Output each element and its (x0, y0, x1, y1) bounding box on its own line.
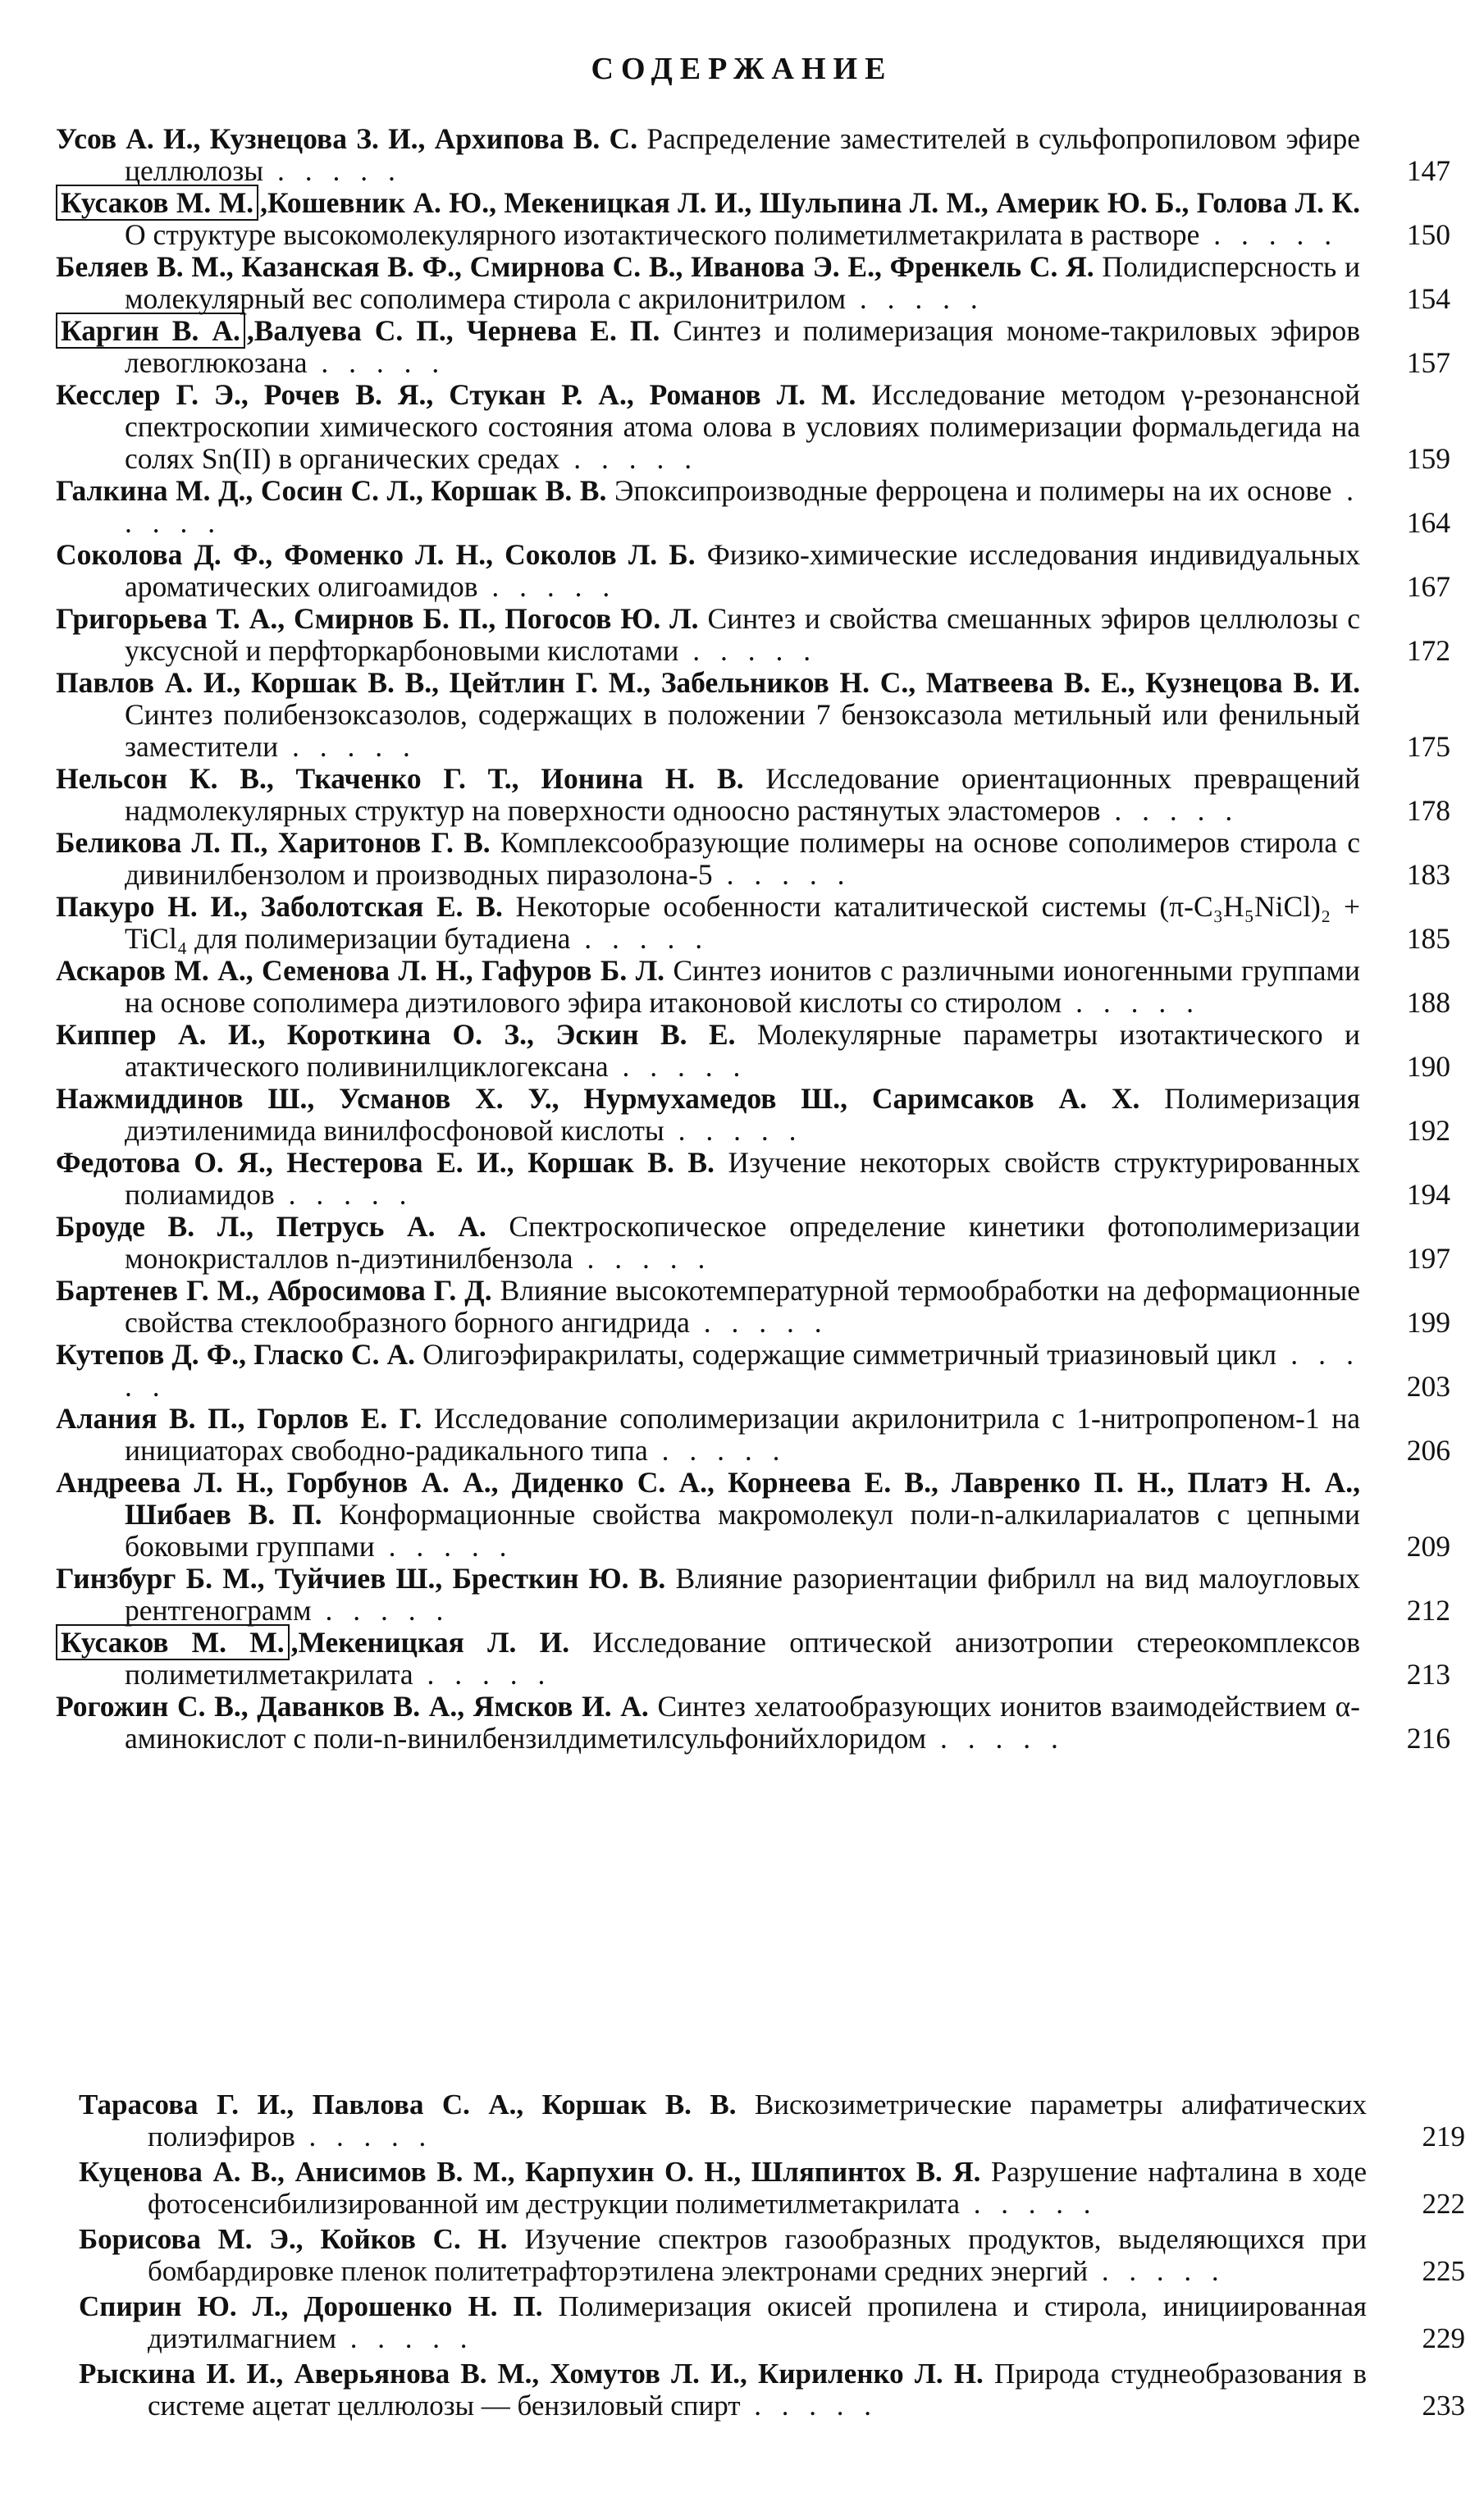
toc-entry-body (56, 539, 1450, 603)
toc-entry-title: Комплексообразующие полимеры на основе сополимеров стирола с дивинилбензолом и производных пиразолона-5 (125, 826, 1360, 891)
dot-leader: . . . . . (374, 1530, 514, 1563)
toc-entry (56, 1019, 1450, 1083)
dot-leader: . . . . . (608, 1050, 747, 1083)
dot-leader: . . . . . (689, 1306, 829, 1339)
toc-entry-page-number: 185 (1406, 922, 1450, 955)
dot-leader: . . . . . (311, 1594, 450, 1627)
toc-entry-authors: Беликова Л. П., Харитонов Г. В. (56, 826, 491, 859)
toc-entry (79, 2358, 1465, 2422)
dot-leader: . . . . . (125, 1338, 1361, 1403)
toc-entry-page-number: 172 (1406, 634, 1450, 667)
dot-leader: . . . . . (336, 2322, 474, 2354)
toc-entry-authors: Федотова О. Я., Нестерова Е. И., Коршак В. В. (56, 1146, 715, 1179)
toc-entry-authors: Кесслер Г. Э., Рочев В. Я., Стукан Р. А., Романов Л. М. (56, 378, 856, 411)
toc-entry-authors: Алания В. П., Горлов Е. Г. (56, 1402, 422, 1435)
boxed-author: Каргин В. А. (56, 313, 245, 349)
page-title: СОДЕРЖАНИЕ (591, 52, 893, 86)
toc-entry-page-number: 225 (1422, 2255, 1465, 2287)
toc-entry-page-number: 159 (1406, 442, 1450, 475)
toc-entry-authors: Аскаров М. А., Семенова Л. Н., Гафуров Б. Л. (56, 954, 665, 987)
toc-entry (56, 475, 1450, 539)
toc-entry-title: Полимеризация диэтиленимида винилфосфоновой кислоты (125, 1082, 1360, 1147)
toc-entry-authors: ,Мекеницкая Л. И. (290, 1626, 570, 1659)
toc-entry-body (56, 603, 1450, 667)
toc-entry-body (56, 955, 1450, 1019)
toc-entry-authors: Павлов А. И., Коршак В. В., Цейтлин Г. М., Забельников Н. С., Матвеева В. Е., Кузнецова В. И. (56, 666, 1360, 699)
toc-entry-body (79, 2223, 1465, 2287)
toc-entry-body (56, 763, 1450, 827)
toc-entry (79, 2223, 1465, 2287)
toc-entry (79, 2156, 1465, 2220)
toc-entry-page-number: 183 (1406, 858, 1450, 891)
toc-entry-title: Вискозиметрические параметры алифатических полиэфиров (148, 2089, 1368, 2152)
toc-entry (56, 1339, 1450, 1403)
boxed-author: Кусаков М. М. (56, 1624, 290, 1660)
toc-entry-body (56, 251, 1450, 315)
toc-entry-page-number: 192 (1406, 1114, 1450, 1147)
toc-entry-authors: Рогожин С. В., Даванков В. А., Ямсков И. А. (56, 1690, 649, 1723)
toc-entry (56, 955, 1450, 1019)
toc-entry-authors: Галкина М. Д., Сосин С. Л., Коршак В. В. (56, 474, 607, 507)
toc-entry-title: Разрушение нафталина в ходе фотосенсибилизированной им деструкции полиметилметакрилата (148, 2156, 1368, 2220)
toc-entry-body (56, 475, 1450, 539)
toc-entry-authors: ,Кошевник А. Ю., Мекеницкая Л. И., Шульпина Л. М., Америк Ю. Б., Голова Л. К. (260, 186, 1360, 219)
boxed-author: Кусаков М. М. (56, 185, 258, 221)
toc-entry-page-number: 164 (1406, 506, 1450, 539)
toc-entry-page-number: 190 (1406, 1050, 1450, 1083)
toc-entry-page-number: 203 (1406, 1370, 1450, 1403)
toc-list-part1 (56, 123, 1450, 1755)
toc-entry-page-number: 213 (1406, 1658, 1450, 1691)
toc-entry-body (56, 1403, 1450, 1467)
dot-leader: . . . . . (295, 2121, 433, 2152)
toc-entry-page-number: 206 (1406, 1434, 1450, 1467)
toc-entry-authors: Нажмиддинов Ш., Усманов Х. У., Нурмухамедов Ш., Саримсаков А. Х. (56, 1082, 1140, 1115)
toc-entry (79, 2089, 1465, 2152)
toc-entry-authors: Усов А. И., Кузнецова З. И., Архипова В. С. (56, 122, 638, 155)
toc-entry (56, 315, 1450, 379)
toc-entry-body (79, 2089, 1465, 2152)
toc-entry-title: Синтез хелатообразующих ионитов взаимодействием α-аминокислот с поли-n-винилбензилдиметилсульфонийхлоридом (125, 1690, 1360, 1755)
toc-entry (56, 1147, 1450, 1211)
toc-entry-body (56, 123, 1450, 187)
toc-entry-page-number: 222 (1422, 2188, 1465, 2220)
toc-entry (56, 379, 1450, 475)
toc-entry-body (79, 2156, 1465, 2220)
toc-entry-page-number: 157 (1406, 346, 1450, 379)
dot-leader: . . . . . (1062, 986, 1201, 1019)
toc-entry (56, 891, 1450, 955)
toc-entry-page-number: 178 (1406, 794, 1450, 827)
toc-entry-page-number: 212 (1406, 1594, 1450, 1627)
toc-entry-body (56, 315, 1450, 379)
toc-entry-title: Синтез и полимеризация мономе-такриловых эфиров левоглюкозана (125, 314, 1360, 379)
dot-leader: . . . . . (274, 1178, 413, 1211)
dot-leader: . . . . . (263, 154, 402, 187)
toc-entry-page-number: 233 (1422, 2390, 1465, 2422)
dot-leader: . . . . . (846, 282, 984, 315)
dot-leader: . . . . . (559, 442, 699, 475)
toc-entry-body (79, 2358, 1465, 2422)
toc-entry-body (56, 891, 1450, 955)
toc-entry-authors: Рыскина И. И., Аверьянова В. М., Хомутов Л. И., Кириленко Л. Н. (79, 2358, 984, 2390)
dot-leader: . . . . . (926, 1722, 1065, 1755)
toc-entry-page-number: 147 (1406, 154, 1450, 187)
toc-entry (56, 1083, 1450, 1147)
toc-entry-title: Исследование сополимеризации акрилонитрила с 1-нитропропеном-1 на инициаторах свободно-радикального типа (125, 1402, 1361, 1467)
toc-entry-title: Синтез ионитов с различными ионогенными группами на основе сополимера диэтилового эфира итаконовой кислоты со стиролом (125, 954, 1360, 1019)
toc-entry-title: Эпоксипроизводные ферроцена и полимеры на их основе (606, 474, 1332, 507)
toc-entry-title: Исследование ориентационных превращений надмолекулярных структур на поверхности одноосно растянутых эластомеров (125, 762, 1361, 827)
toc-entry-title: Распределение заместителей в сульфопропиловом эфире целлюлозы (125, 122, 1360, 187)
toc-entry-title: Изучение спектров газообразных продуктов, выделяющихся при бомбардировке пленок политетрафторэтилена электронами средних энергий (148, 2223, 1367, 2287)
toc-entry (56, 763, 1450, 827)
toc-entry-page-number: 197 (1406, 1242, 1450, 1275)
toc-entry-title: Природа студнеобразования в системе ацетат целлюлозы — бензиловый спирт (148, 2358, 1368, 2422)
toc-entry-body (79, 2290, 1465, 2354)
dot-leader: . . . . . (740, 2390, 879, 2422)
toc-entry-body (56, 1339, 1450, 1403)
toc-entry-authors: Кутепов Д. Ф., Гласко С. А. (56, 1338, 416, 1371)
toc-entry-authors: Григорьева Т. А., Смирнов Б. П., Погосов Ю. Л. (56, 602, 699, 635)
toc-list-part2 (79, 2089, 1465, 2425)
dot-leader: . . . . . (1088, 2255, 1226, 2287)
toc-entry-body (56, 1563, 1450, 1627)
toc-entry-title: Синтез полибензоксазолов, содержащих в положении 7 бензоксазола метильный или фенильный заместители (125, 698, 1360, 763)
toc-entry-body (56, 827, 1450, 891)
dot-leader: . . . . . (1199, 218, 1339, 251)
toc-entry (56, 187, 1450, 251)
toc-entry-body (56, 1275, 1450, 1339)
toc-entry-title: Влияние разориентации фибрилл на вид малоугловых рентгенограмм (125, 1562, 1360, 1627)
dot-leader: . . . . . (477, 570, 617, 603)
toc-entry-title: Полимеризация окисей пропилена и стирола, инициированная диэтилмагнием (148, 2290, 1368, 2354)
toc-entry-page-number: 150 (1406, 218, 1450, 251)
toc-entry-authors: Соколова Д. Ф., Фоменко Л. Н., Соколов Л. Б. (56, 538, 696, 571)
toc-entry-authors: Андреева Л. Н., Горбунов А. А., Диденко С. А., Корнеева Е. В., Лавренко П. Н., Платэ Н. А., Шибаев В. П. (56, 1466, 1360, 1531)
toc-entry-body (56, 1467, 1450, 1563)
toc-entry (56, 827, 1450, 891)
toc-entry-title: Спектроскопическое определение кинетики фотополимеризации монокристаллов n-диэтинилбензола (125, 1210, 1360, 1275)
dot-leader: . . . . . (570, 922, 710, 955)
toc-entry-title: Конформационные свойства макромолекул поли-n-алкилариалатов с цепными боковыми группами (125, 1498, 1360, 1563)
toc-entry-title: Полидисперсность и молекулярный вес сополимера стирола с акрилонитрилом (125, 250, 1360, 315)
toc-entry-page-number: 188 (1406, 986, 1450, 1019)
dot-leader: . . . . . (573, 1242, 712, 1275)
toc-entry-title: Исследование методом γ-резонансной спектроскопии химического состояния атома олова в условиях полимеризации формальдегида на солях Sn(II) в органических средах (125, 378, 1360, 475)
toc-entry-authors: ,Валуева С. П., Чернева Е. П. (246, 314, 660, 347)
toc-entry-body (56, 187, 1450, 251)
dot-leader: . . . . . (647, 1434, 787, 1467)
toc-entry (56, 251, 1450, 315)
toc-entry-title: О структуре высокомолекулярного изотактического полиметилметакрилата в растворе (125, 218, 1200, 251)
toc-entry-body (56, 1147, 1450, 1211)
toc-entry-authors: Тарасова Г. И., Павлова С. А., Коршак В. В. (79, 2089, 737, 2121)
toc-entry-body (56, 379, 1450, 475)
toc-entry (56, 603, 1450, 667)
toc-entry (79, 2290, 1465, 2354)
toc-entry-authors: Спирин Ю. Л., Дорошенко Н. П. (79, 2290, 543, 2322)
toc-entry (56, 123, 1450, 187)
toc-entry-authors: Бартенев Г. М., Абросимова Г. Д. (56, 1274, 492, 1307)
toc-entry (56, 667, 1450, 763)
toc-entry-body (56, 667, 1450, 763)
dot-leader: . . . . . (712, 858, 852, 891)
toc-entry-title: Олигоэфиракрилаты, содержащие симметричный триазиновый цикл (415, 1338, 1277, 1371)
toc-entry (56, 1211, 1450, 1275)
toc-entry-body (56, 1211, 1450, 1275)
toc-entry-body (56, 1691, 1450, 1755)
toc-entry-page-number: 175 (1406, 730, 1450, 763)
toc-entry-authors: Броуде В. Л., Петрусь А. А. (56, 1210, 486, 1243)
toc-entry-page-number: 199 (1406, 1306, 1450, 1339)
toc-entry-title: Изучение некоторых свойств структурированных полиамидов (125, 1146, 1360, 1211)
toc-entry-page-number: 194 (1406, 1178, 1450, 1211)
toc-entry-authors: Борисова М. Э., Койков С. Н. (79, 2223, 508, 2255)
toc-entry (56, 1467, 1450, 1563)
toc-entry-authors: Киппер А. И., Короткина О. З., Эскин В. Е. (56, 1018, 736, 1051)
toc-entry-body (56, 1083, 1450, 1147)
toc-entry-authors: Беляев В. М., Казанская В. Ф., Смирнова С. В., Иванова Э. Е., Френкель С. Я. (56, 250, 1094, 283)
dot-leader: . . . . . (278, 730, 417, 763)
toc-entry-page-number: 167 (1406, 570, 1450, 603)
toc-entry (56, 1691, 1450, 1755)
toc-entry-page-number: 154 (1406, 282, 1450, 315)
toc-entry-body (56, 1019, 1450, 1083)
dot-leader: . . . . . (1100, 794, 1240, 827)
toc-entry-title: Исследование оптической анизотропии стереокомплексов полиметилметакрилата (125, 1626, 1360, 1691)
toc-entry-authors: Пакуро Н. И., Заболотская Е. В. (56, 890, 503, 923)
toc-entry-title: Синтез и свойства смешанных эфиров целлюлозы с уксусной и перфторкарбоновыми кислотами (125, 602, 1360, 667)
toc-entry-title: Молекулярные параметры изотактического и атактического поливинилциклогексана (125, 1018, 1361, 1083)
toc-entry-page-number: 219 (1422, 2121, 1465, 2152)
dot-leader: . . . . . (125, 474, 1360, 539)
toc-entry (56, 1627, 1450, 1691)
dot-leader: . . . . . (307, 346, 446, 379)
dot-leader: . . . . . (960, 2188, 1098, 2220)
toc-entry-page-number: 229 (1422, 2322, 1465, 2354)
toc-entry-authors: Нельсон К. В., Ткаченко Г. Т., Ионина Н. В. (56, 762, 744, 795)
toc-entry (56, 539, 1450, 603)
toc-entry-authors: Куценова А. В., Анисимов В. М., Карпухин О. Н., Шляпинтох В. Я. (79, 2156, 981, 2188)
toc-entry-body (56, 1627, 1450, 1691)
dot-leader: . . . . . (413, 1658, 552, 1691)
toc-entry (56, 1275, 1450, 1339)
toc-entry-page-number: 209 (1406, 1530, 1450, 1563)
toc-entry-title: Физико-химические исследования индивидуальных ароматических олигоамидов (125, 538, 1361, 603)
toc-entry-title: Некоторые особенности каталитической системы (π-C₃H₅NiCl)₂ + TiCl₄ для полимеризации бутадиена (125, 890, 1360, 955)
dot-leader: . . . . . (678, 634, 818, 667)
toc-entry (56, 1563, 1450, 1627)
toc-entry (56, 1403, 1450, 1467)
toc-entry-authors: Гинзбург Б. М., Туйчиев Ш., Бресткин Ю. В. (56, 1562, 666, 1595)
toc-entry-page-number: 216 (1406, 1722, 1450, 1755)
dot-leader: . . . . . (664, 1114, 803, 1147)
toc-entry-title: Влияние высокотемпературной термообработки на деформационные свойства стеклообразного борного ангидрида (125, 1274, 1360, 1339)
